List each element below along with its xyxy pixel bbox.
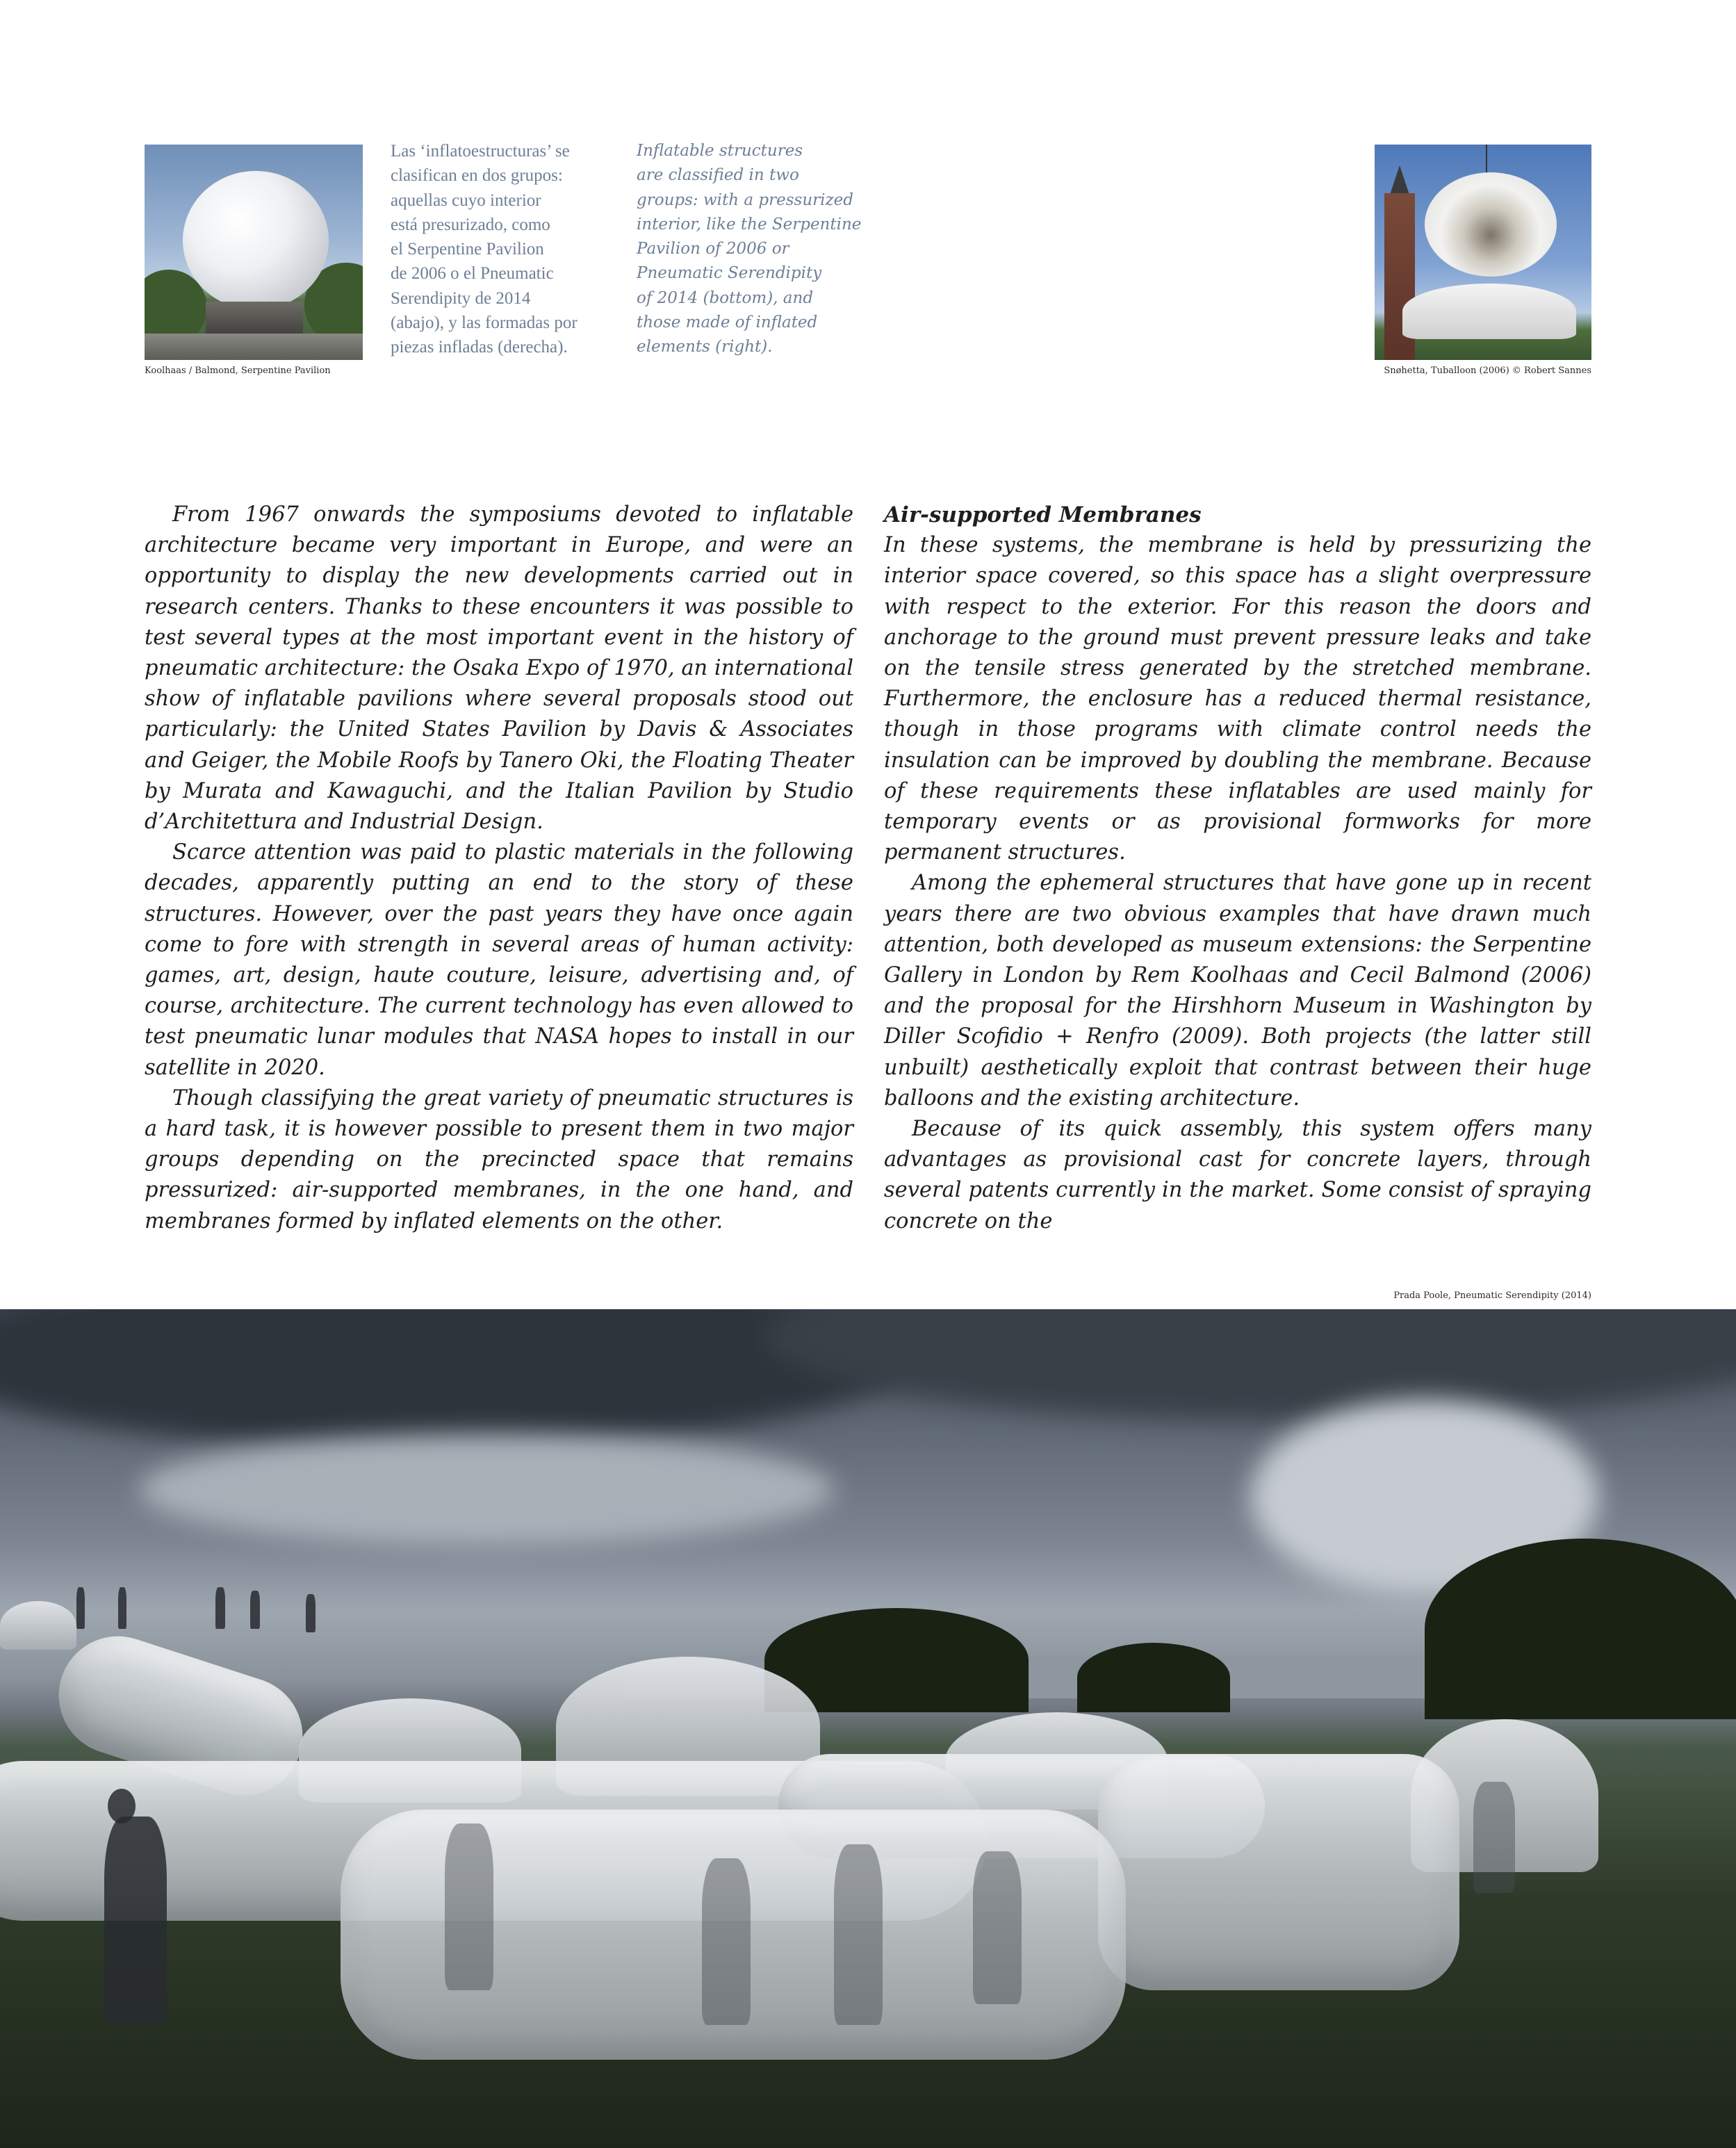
caption-es-line: aquellas cuyo interior: [391, 190, 541, 210]
caption-en-line: Pavilion of 2006 or: [637, 240, 789, 259]
caption-en-line: Pneumatic Serendipity: [637, 264, 822, 283]
body-left-column: [145, 500, 853, 1237]
caption-en-line: groups: with a pressurized: [637, 190, 853, 209]
tuballoon-photo: [1375, 145, 1591, 360]
body-paragraph: Scarce attention was paid to plastic materials in the following decades, apparently putting an end to the story of these structures. However, over the past years they have once again come to fore with strength in several areas of human activity: games, art, design, haute couture, leisure, advertising and, of course, architecture. The current technology has even allowed to test pneumatic lunar modules that NASA hopes to install in our satellite in 2020.: [145, 840, 853, 1080]
caption-es-line: piezas infladas (derecha).: [391, 338, 568, 357]
caption-es-line: el Serpentine Pavilion: [391, 240, 544, 259]
caption-en-line: those made of inflated: [637, 313, 818, 332]
caption-es-line: (abajo), y las formadas por: [391, 313, 578, 333]
serpentine-pavilion-photo: [145, 145, 363, 360]
body-right-column: [884, 500, 1591, 1237]
caption-es-line: clasifican en dos grupos:: [391, 166, 563, 186]
body-paragraph: Among the ephemeral structures that have gone up in recent years there are two obvious examples that have drawn much attention, both developed as museum extensions: the Serpentine Gallery in London by Rem Koolhaas and Cecil Balmond (2006) and the proposal for the Hirshhorn Museum in Washington by Diller Scofidio + Renfro (2009). Both projects (the latter still unbuilt) aesthetically exploit that contrast between their huge balloons and the existing architecture.: [884, 871, 1591, 1110]
caption-en-line: Inflatable structures: [637, 142, 803, 160]
caption-en-line: of 2014 (bottom), and: [637, 288, 814, 307]
caption-en-line: interior, like the Serpentine: [637, 215, 862, 233]
caption-es-line: Serendipity de 2014: [391, 288, 531, 308]
serendipity-photo-credit: Prada Poole, Pneumatic Serendipity (2014): [1393, 1290, 1591, 1301]
body-paragraph: Though classifying the great variety of pneumatic structures is a hard task, it is however possible to present them in two major groups depending on the precincted space that remains pressurized: air-supported membranes, in the one hand, and membranes formed by inflated elements on the other.: [145, 1085, 853, 1233]
section-heading: Air-supported Membranes: [884, 502, 1202, 527]
caption-english: [637, 139, 887, 360]
body-paragraph: From 1967 onwards the symposiums devoted to inflatable architecture became very important in Europe, and were an opportunity to display the new developments carried out in research centers. Thanks to these encounters it was possible to test several types at the most important event in the history of pneumatic architecture: the Osaka Expo of 1970, an international show of inflatable pavilions where several proposals stood out particularly: the United States Pavilion by Davis & Associates and Geiger, the Mobile Roofs by Tanero Oki, the Floating Theater by Murata and Kawaguchi, and the Italian Pavilion by Studio d’Architettura and Industrial Design.: [145, 502, 853, 835]
body-paragraph: In these systems, the membrane is held by pressurizing the interior space covered, so this space has a slight overpressure with respect to the exterior. For this reason the doors and anchorage to the ground must prevent pressure leaks and take on the tensile stress generated by the stretched membrane. Furthermore, the enclosure has a reduced thermal resistance, though in those programs with climate control needs the insulation can be improved by doubling the membrane. Because of these requirements these inflatables are used mainly for temporary events or as provisional formworks for more permanent structures.: [884, 533, 1591, 865]
body-paragraph: Because of its quick assembly, this system offers many advantages as provisional cast for concrete layers, through several patents currently in the market. Some consist of spraying concrete on the: [884, 1117, 1591, 1233]
caption-es-line: está presurizado, como: [391, 215, 550, 234]
caption-en-line: are classified in two: [637, 166, 799, 185]
caption-es-line: Las ‘inflatoestructuras’ se: [391, 142, 570, 161]
serpentine-photo-credit: Koolhaas / Balmond, Serpentine Pavilion: [145, 366, 331, 376]
pneumatic-serendipity-photo: [0, 1309, 1736, 2148]
caption-spanish: [391, 139, 620, 360]
caption-en-line: elements (right).: [637, 338, 773, 356]
caption-es-line: de 2006 o el Pneumatic: [391, 264, 554, 284]
tuballoon-photo-credit: Snøhetta, Tuballoon (2006) © Robert Sannes: [1384, 366, 1591, 376]
